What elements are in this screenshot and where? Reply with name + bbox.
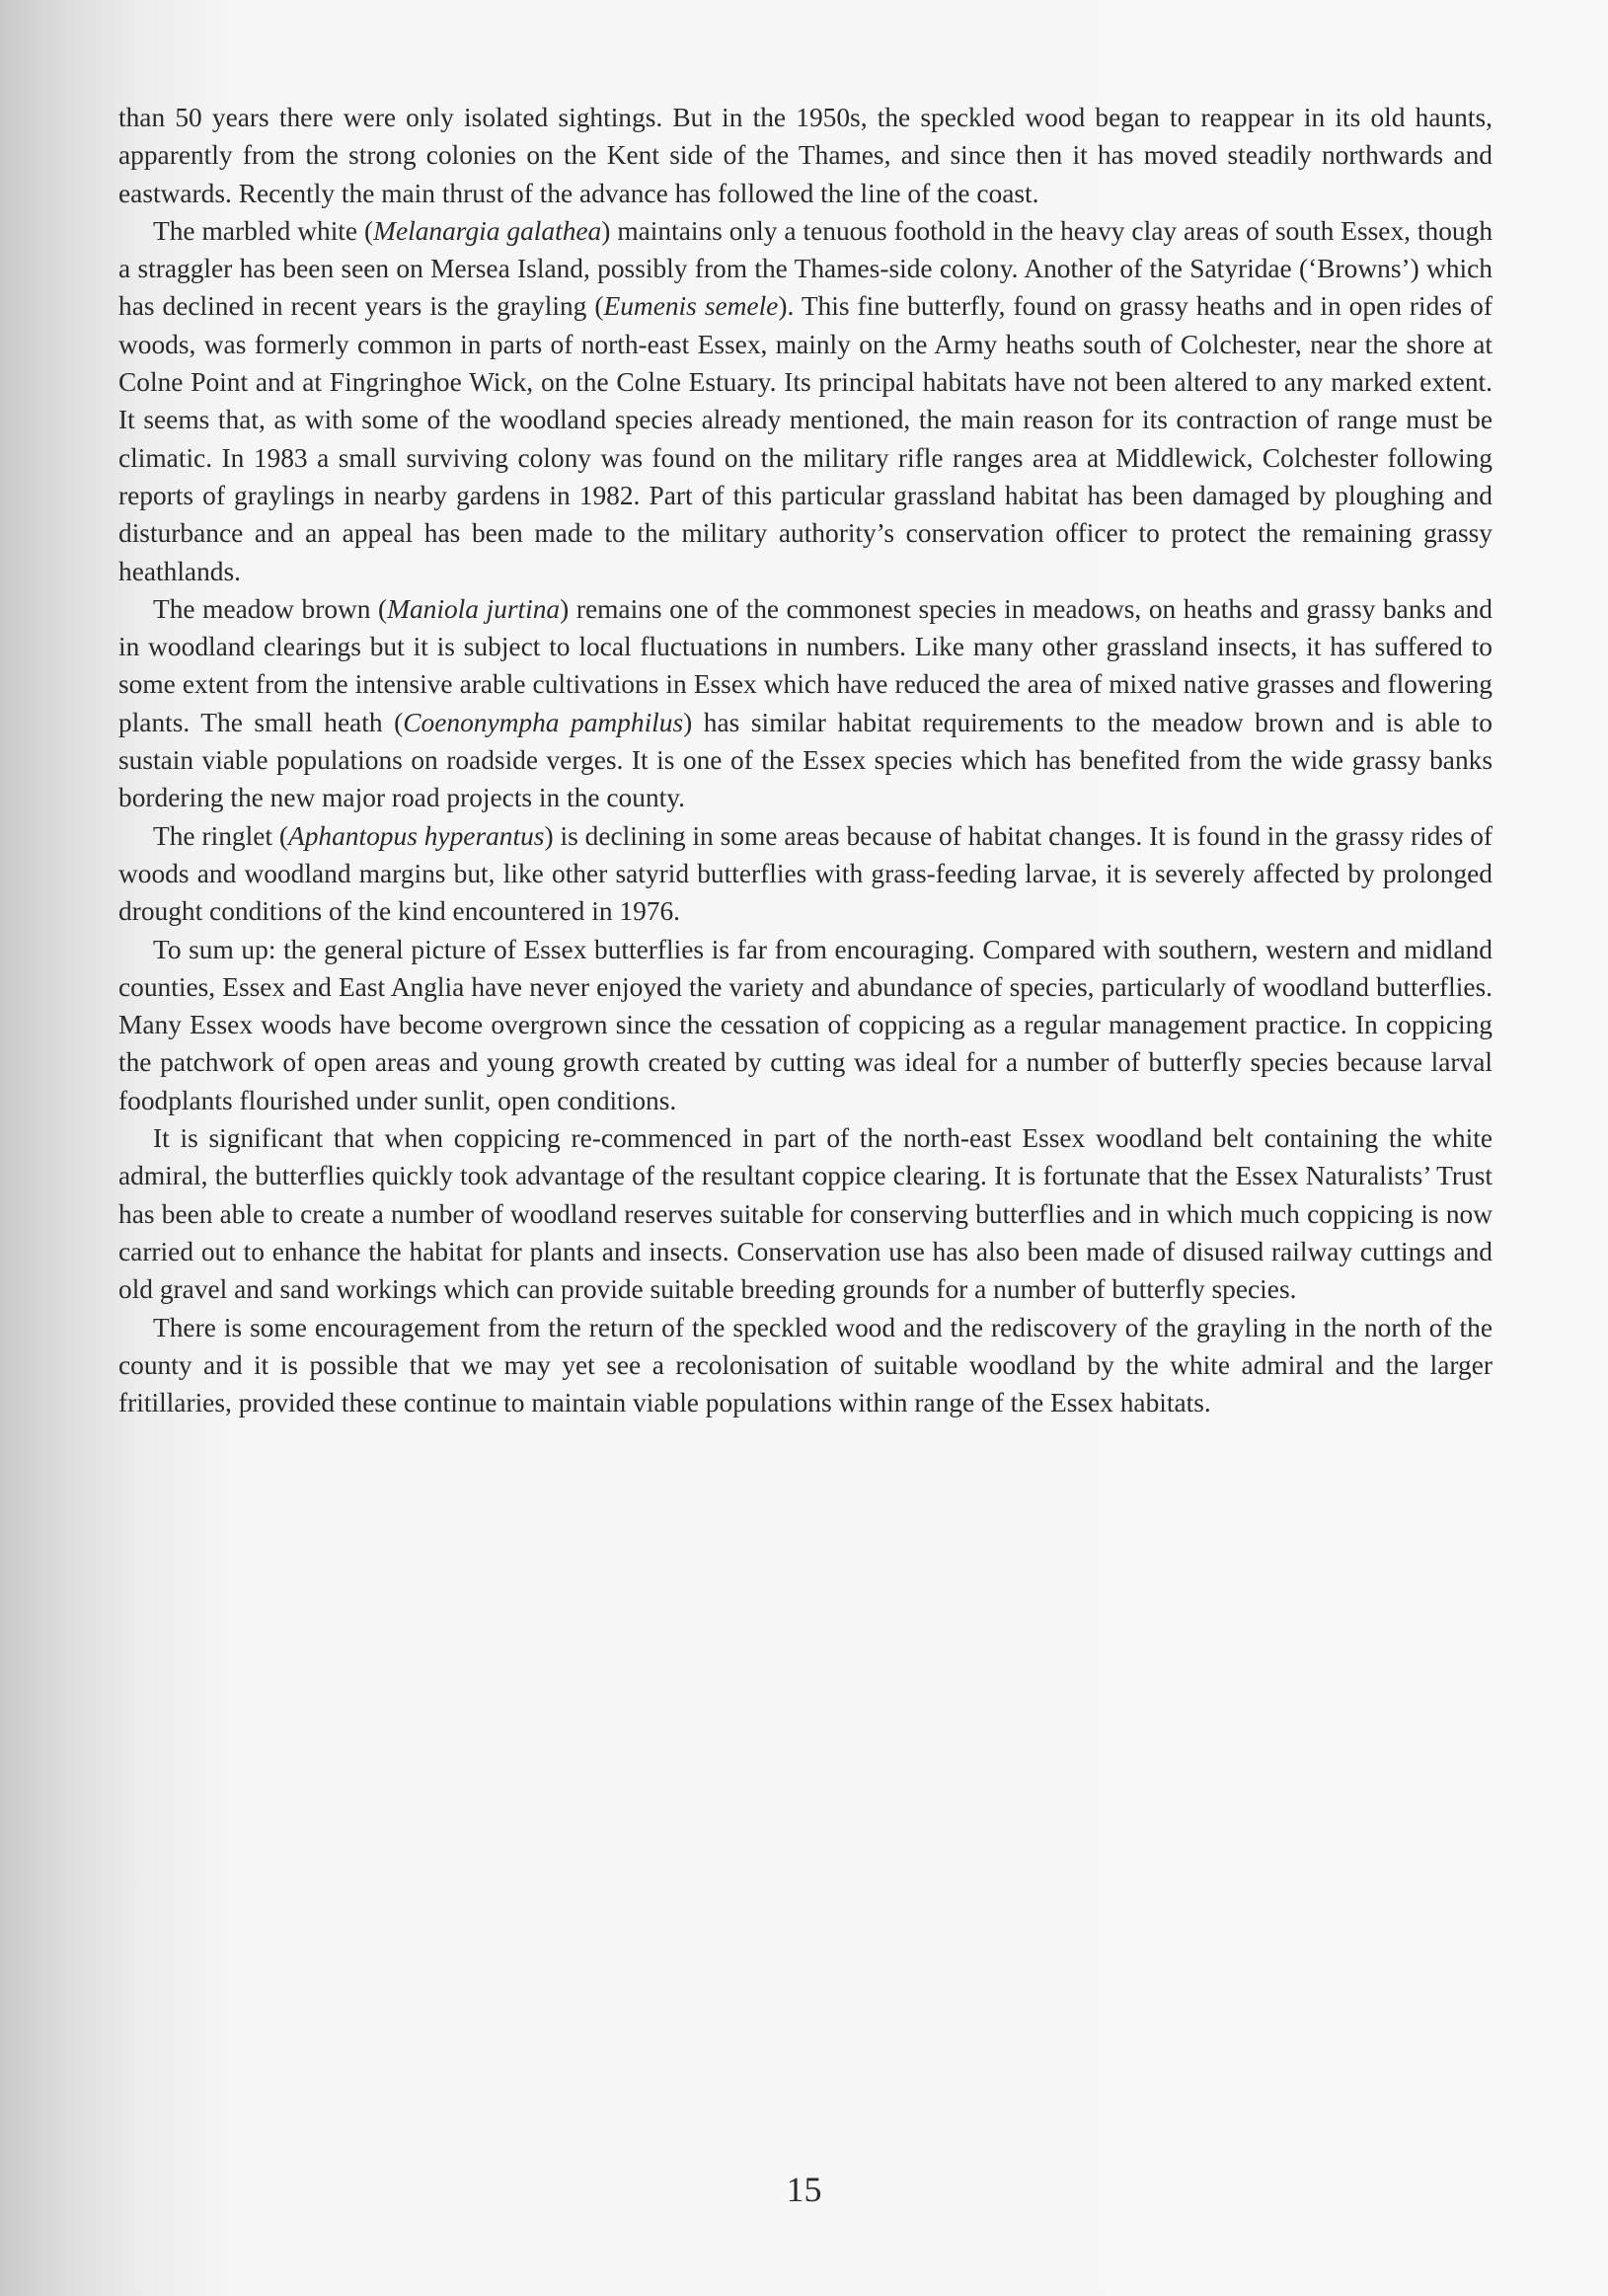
paragraph-6: It is significant that when coppicing re-commenced in part of the north-east Essex woodland belt containing the white admiral, the butterflies quickly took advantage of the resultant coppice clearing. It is fortunate that the Essex Naturalists’ Trust has been able to create a number of woodland reserves suitable for conserving butterflies and in which much coppicing is now carried out to enhance the habitat for plants and insects. Conservation use has also been made of disused railway cuttings and old gravel and sand workings which can provide suitable breeding grounds for a number of butterfly species. xyxy=(118,1123,1493,1305)
species-name: Maniola jurtina xyxy=(387,593,561,624)
page-number: 15 xyxy=(786,2170,822,2209)
species-name: Coenonympha pamphilus xyxy=(403,707,684,737)
species-name: Aphantopus hyperantus xyxy=(287,820,545,851)
paragraph-4: The ringlet (Aphantopus hyperantus) is declining in some areas because of habitat changes. It is found in the grassy rides of woods and woodland margins but, like other satyrid butterflies with grass-feeding larvae, it is severely affected by prolonged drought conditions of the kind encountered in 1976. xyxy=(118,820,1493,927)
paragraph-7: There is some encouragement from the return of the speckled wood and the rediscovery of the grayling in the north of the county and it is possible that we may yet see a recolonisation of suitable woodland by the white admiral and the larger fritillaries, provided these continue to maintain viable populations within range of the Essex habitats. xyxy=(118,1312,1493,1418)
species-name: Eumenis semele xyxy=(603,291,779,322)
paragraph-2: The marbled white (Melanargia galathea) maintains only a tenuous foothold in the heavy clay areas of south Essex, though a straggler has been seen on Mersea Island, possibly from the Thames-side colony. Another of the Satyridae (‘Browns’) which has declined in recent years is the grayling (Eumenis semele). This fine butterfly, found on grassy heaths and in open rides of woods, was formerly common in parts of north-east Essex, mainly on the Army heaths south of Colchester, near the shore at Colne Point and at Fingringhoe Wick, on the Colne Estuary. Its principal habitats have not been altered to any marked extent. It seems that, as with some of the woodland species already mentioned, the main reason for its contraction of range must be climatic. In 1983 a small surviving colony was found on the military rifle ranges area at Middlewick, Colchester following reports of graylings in nearby gardens in 1982. Part of this particular grassland habitat has been damaged by ploughing and disturbance and an appeal has been made to the military authority’s conservation officer to protect the remaining grassy heathlands. xyxy=(118,215,1493,586)
paragraph-1: than 50 years there were only isolated sightings. But in the 1950s, the speckled wood began to reappear in its old haunts, apparently from the strong colonies on the Kent side of the Thames, and since then it has moved steadily northwards and eastwards. Recently the main thrust of the advance has followed the line of the coast. xyxy=(118,103,1493,208)
paragraph-3: The meadow brown (Maniola jurtina) remains one of the commonest species in meadows, on heaths and grassy banks and in woodland clearings but it is subject to local fluctuations in numbers. Like many other grassland insects, it has suffered to some extent from the intensive arable cultivations in Essex which have reduced the area of mixed native grasses and flowering plants. The small heath (Coenonympha pamphilus) has similar habitat requirements to the meadow brown and is able to sustain viable populations on roadside verges. It is one of the Essex species which has benefited from the wide grassy banks bordering the new major road projects in the county. xyxy=(118,593,1493,813)
document-body xyxy=(118,99,1493,1421)
paragraph-5: To sum up: the general picture of Essex butterflies is far from encouraging. Compared with southern, western and midland counties, Essex and East Anglia have never enjoyed the variety and abundance of species, particularly of woodland butterflies. Many Essex woods have become overgrown since the cessation of coppicing as a regular management practice. In coppicing the patchwork of open areas and young growth created by cutting was ideal for a number of butterfly species because larval foodplants flourished under sunlit, open conditions. xyxy=(118,934,1493,1115)
species-name: Melanargia galathea xyxy=(373,215,602,246)
